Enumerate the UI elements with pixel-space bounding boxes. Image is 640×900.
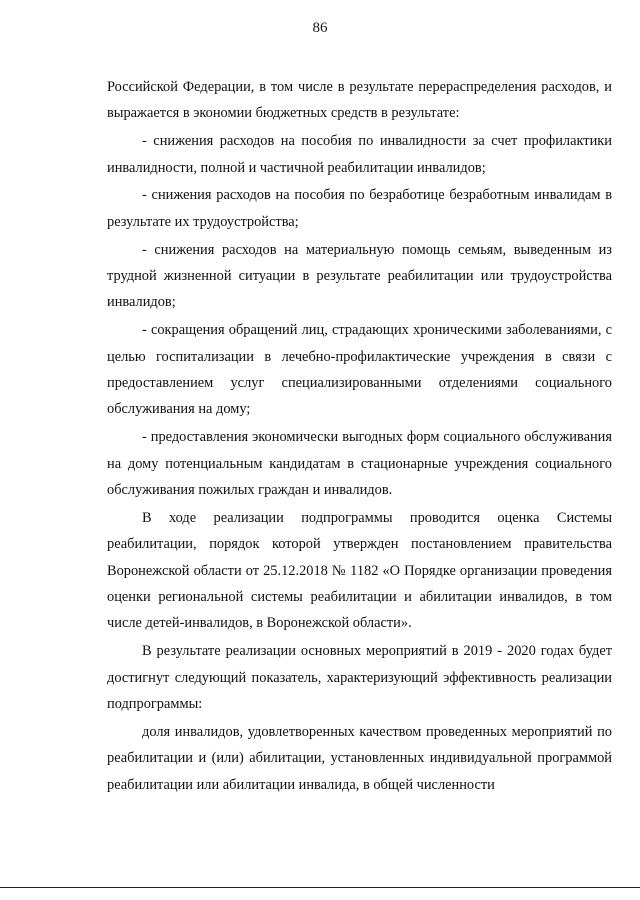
list-item: - сокращения обращений лиц, страдающих хроническими заболеваниями, с целью госпитализации в лечебно-профилактические учреждения в связи с предоставлением услуг специализированными отделениями социального обслуживания на дому; [107, 322, 612, 418]
page-number: 86 [312, 20, 328, 36]
list-item: - предоставления экономически выгодных форм социального обслуживания на дому потенциальным кандидатам в стационарные учреждения социального обслуживания пожилых граждан и инвалидов. [107, 429, 612, 499]
paragraph: доля инвалидов, удовлетворенных качеством проведенных мероприятий по реабилитации и (или) абилитации, установленных индивидуальной программой реабилитации или абилитации инвалида, в общей численности [107, 723, 612, 793]
paragraph: Российской Федерации, в том числе в результате перераспределения расходов, и выражается в экономии бюджетных средств в результате: [107, 79, 612, 122]
list-item: - снижения расходов на пособия по безработице безработным инвалидам в результате их трудоустройства; [107, 187, 612, 230]
list-item: - снижения расходов на пособия по инвалидности за счет профилактики инвалидности, полной и частичной реабилитации инвалидов; [107, 133, 612, 176]
list-item: - снижения расходов на материальную помощь семьям, выведенным из трудной жизненной ситуации в результате реабилитации или трудоустройства инвалидов; [107, 241, 612, 311]
page-bottom-edge [0, 887, 640, 888]
paragraph: В ходе реализации подпрограммы проводится оценка Системы реабилитации, порядок которой утвержден постановлением правительства Воронежской области от 25.12.2018 № 1182 «О Порядке организации проведения оценки региональной системы реабилитации и абилитации инвалидов, в том числе детей-инвалидов, в Воронежской области». [107, 509, 612, 632]
document-body [107, 74, 612, 799]
paragraph: В результате реализации основных мероприятий в 2019 - 2020 годах будет достигнут следующий показатель, характеризующий эффективность реализации подпрограммы: [107, 643, 612, 713]
